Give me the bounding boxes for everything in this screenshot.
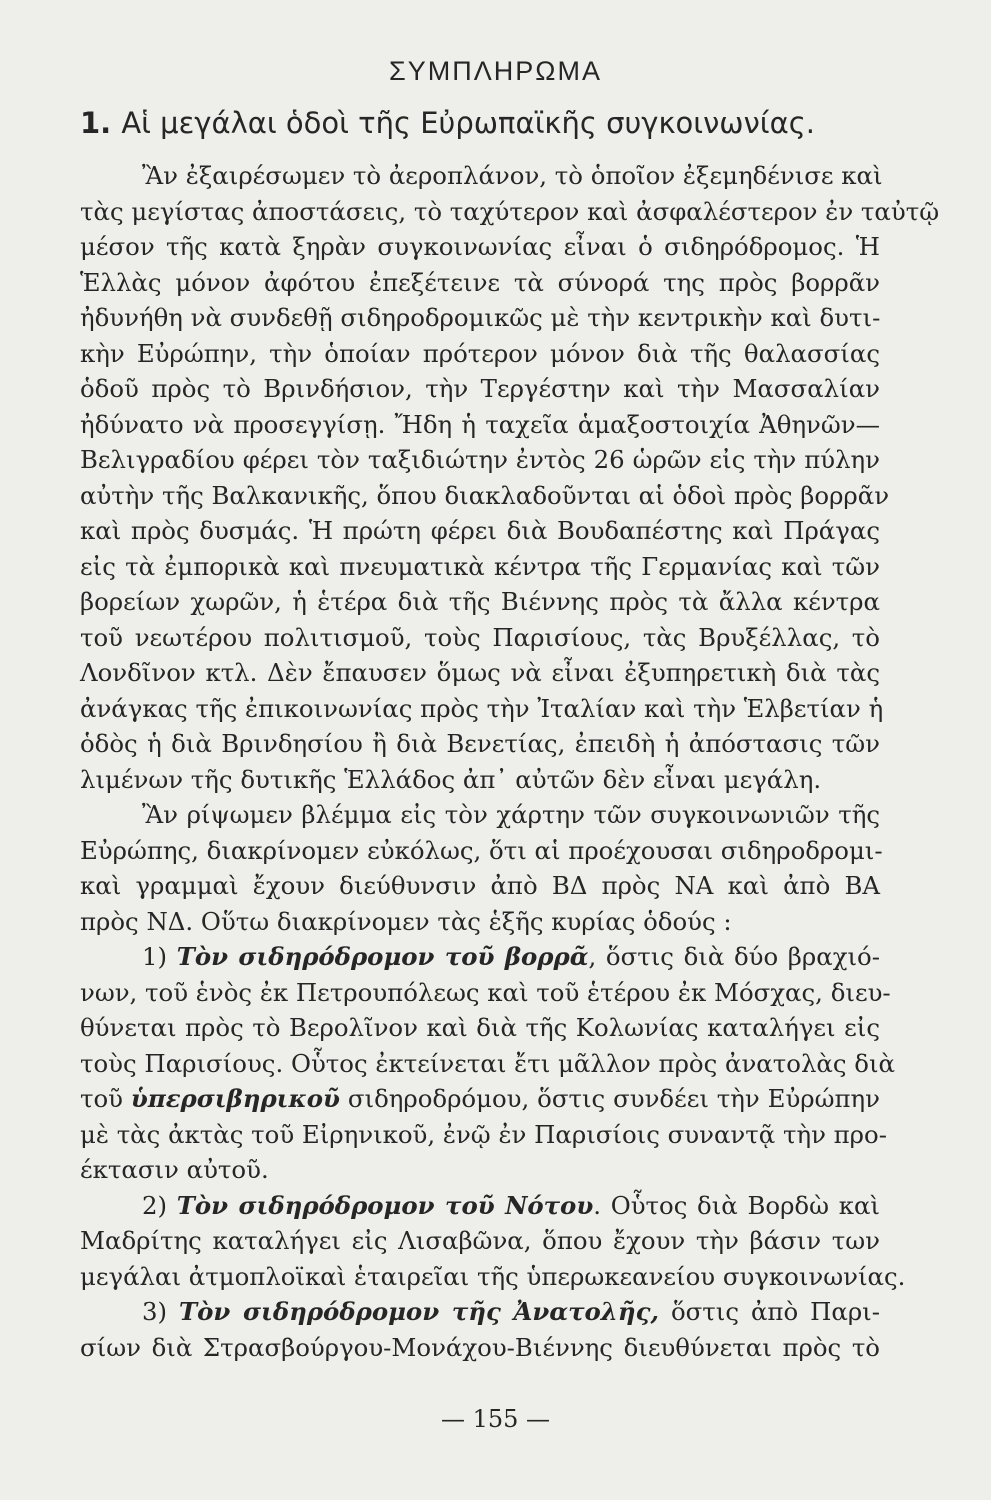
body-text [80, 158, 940, 1365]
text-line: μεγάλαι ἀτμοπλοϊκαὶ ἑταιρεῖαι τῆς ὑπερωκεανείου συγκοινωνίας. [80, 1261, 906, 1291]
text-line: τὰς μεγίστας ἀποστάσεις, τὸ ταχύτερον καὶ ἀσφαλέστερον ἐν ταὐτῷ [80, 196, 940, 226]
text-line: πρὸς ΝΔ. Οὕτω διακρίνομεν τὰς ἑξῆς κυρίας ὁδούς : [80, 906, 732, 936]
list-number: 3) [142, 1297, 168, 1326]
text-line: ἀνάγκας τῆς ἐπικοινωνίας πρὸς τὴν Ἰταλίαν καὶ τὴν Ἑλβετίαν ἡ [80, 693, 884, 723]
text-line [80, 1081, 880, 1117]
text-line: λιμένων τῆς δυτικῆς Ἑλλάδος ἀπ᾽ αὐτῶν δὲν εἶναι μεγάλη. [80, 764, 822, 794]
text-line: βορείων χωρῶν, ἡ ἑτέρα διὰ τῆς Βιέννης πρὸς τὰ ἄλλα κέντρα [80, 587, 880, 616]
text-line: ὁδὸς ἡ διὰ Βρινδησίου ἢ διὰ Βενετίας, ἐπειδὴ ἡ ἀπόστασις τῶν [80, 729, 880, 758]
text-line: αὐτὴν τῆς Βαλκανικῆς, ὅπου διακλαδοῦνται αἱ ὁδοὶ πρὸς βορρᾶν [80, 480, 890, 510]
text-fragment: ὅστις ἀπὸ Παρι- [670, 1297, 880, 1326]
section-title [80, 106, 815, 140]
section-number: 1. [80, 106, 112, 140]
text-fragment: , ὅστις διὰ δύο βραχιό- [588, 942, 880, 971]
text-fragment: . Οὗτος διὰ Βορδὼ καὶ [593, 1190, 880, 1220]
text-line [80, 939, 880, 975]
list-number: 2) [142, 1190, 168, 1220]
page-number: — 155 — [440, 1405, 551, 1433]
text-line: εἰς τὰ ἐμπορικὰ καὶ πνευματικὰ κέντρα τῆς Γερμανίας καὶ τῶν [80, 551, 880, 581]
text-line: σίων διὰ Στρασβούργου-Μονάχου-Βιέννης διευθύνεται πρὸς τὸ [80, 1332, 880, 1362]
text-fragment: σιδηροδρόμου, ὅστις συνδέει τὴν Εὐρώπην [347, 1084, 880, 1113]
text-line: ἠδύνατο νὰ προσεγγίσῃ. Ἤδη ἡ ταχεῖα ἁμαξοστοιχία Ἀθηνῶν— [80, 409, 880, 439]
list-number: 1) [142, 942, 168, 971]
text-line [80, 1188, 880, 1224]
text-line: Ἑλλὰς μόνον ἀφότου ἐπεξέτεινε τὰ σύνορά της πρὸς βορρᾶν [80, 267, 880, 297]
text-line: Μαδρίτης καταλήγει εἰς Λισαβῶνα, ὅπου ἔχουν τὴν βάσιν των [80, 1226, 880, 1255]
text-line: Εὐρώπης, διακρίνομεν εὐκόλως, ὅτι αἱ προέχουσαι σιδηροδρομι- [80, 835, 883, 865]
text-line: Λονδῖνον κτλ. Δὲν ἔπαυσεν ὅμως νὰ εἶναι ἐξυπηρετικὴ διὰ τὰς [80, 658, 880, 687]
text-line [80, 1294, 880, 1330]
text-line: καὶ γραμμαὶ ἔχουν διεύθυνσιν ἀπὸ ΒΔ πρὸς ΝΑ καὶ ἀπὸ ΒΑ [80, 871, 880, 900]
text-line: τοῦ νεωτέρου πολιτισμοῦ, τοὺς Παρισίους, τὰς Βρυξέλλας, τὸ [80, 622, 880, 652]
bold-term: ὑπερσιβηρικοῦ [130, 1084, 340, 1113]
text-line: Ἂν ἐξαιρέσωμεν τὸ ἀεροπλάνον, τὸ ὁποῖον ἐξεμηδένισε καὶ [142, 161, 883, 190]
text-fragment: τοῦ [80, 1084, 124, 1113]
text-line: Βελιγραδίου φέρει τὸν ταξιδιώτην ἐντὸς 26 ὡρῶν εἰς τὴν πύλην [80, 445, 880, 474]
text-line: τοὺς Παρισίους. Οὗτος ἐκτείνεται ἔτι μᾶλλον πρὸς ἀνατολὰς διὰ [80, 1048, 896, 1078]
text-line: κὴν Εὐρώπην, τὴν ὁποίαν πρότερον μόνον διὰ τῆς θαλασσίας [80, 338, 880, 368]
bold-term: Τὸν σιδηρόδρομον τοῦ Νότου [176, 1190, 594, 1220]
text-line: ὁδοῦ πρὸς τὸ Βρινδήσιον, τὴν Τεργέστην καὶ τὴν Μασσαλίαν [80, 374, 880, 403]
text-line: ἠδυνήθη νὰ συνδεθῇ σιδηροδρομικῶς μὲ τὴν κεντρικὴν καὶ δυτι- [80, 303, 881, 332]
text-line: νων, τοῦ ἑνὸς ἐκ Πετρουπόλεως καὶ τοῦ ἑτέρου ἐκ Μόσχας, διευ- [80, 977, 891, 1007]
text-line: έκτασιν αὐτοῦ. [80, 1155, 269, 1184]
page-heading: ΣΥΜΠΛΗΡΩΜΑ [389, 56, 602, 86]
bold-term: Τὸν σιδηρόδρομον τοῦ βορρᾶ [176, 942, 589, 971]
bold-term: Τὸν σιδηρόδρομον τῆς Ἀνατολῆς, [179, 1297, 659, 1326]
text-line: Ἂν ρίψωμεν βλέμμα εἰς τὸν χάρτην τῶν συγκοινωνιῶν τῆς [142, 800, 880, 829]
text-line: καὶ πρὸς δυσμάς. Ἡ πρώτη φέρει διὰ Βουδαπέστης καὶ Πράγας [80, 516, 880, 545]
text-line: μὲ τὰς ἀκτὰς τοῦ Εἰρηνικοῦ, ἐνῷ ἐν Παρισίοις συναντᾷ τὴν προ- [80, 1119, 887, 1149]
section-title-text: Αἱ μεγάλαι ὁδοὶ τῆς Εὐρωπαϊκῆς συγκοινωνίας. [121, 106, 815, 140]
text-line: θύνεται πρὸς τὸ Βερολῖνον καὶ διὰ τῆς Κολωνίας καταλήγει εἰς [80, 1013, 880, 1042]
text-line: μέσον τῆς κατὰ ξηρὰν συγκοινωνίας εἶναι ὁ σιδηρόδρομος. Ἡ [80, 232, 880, 261]
